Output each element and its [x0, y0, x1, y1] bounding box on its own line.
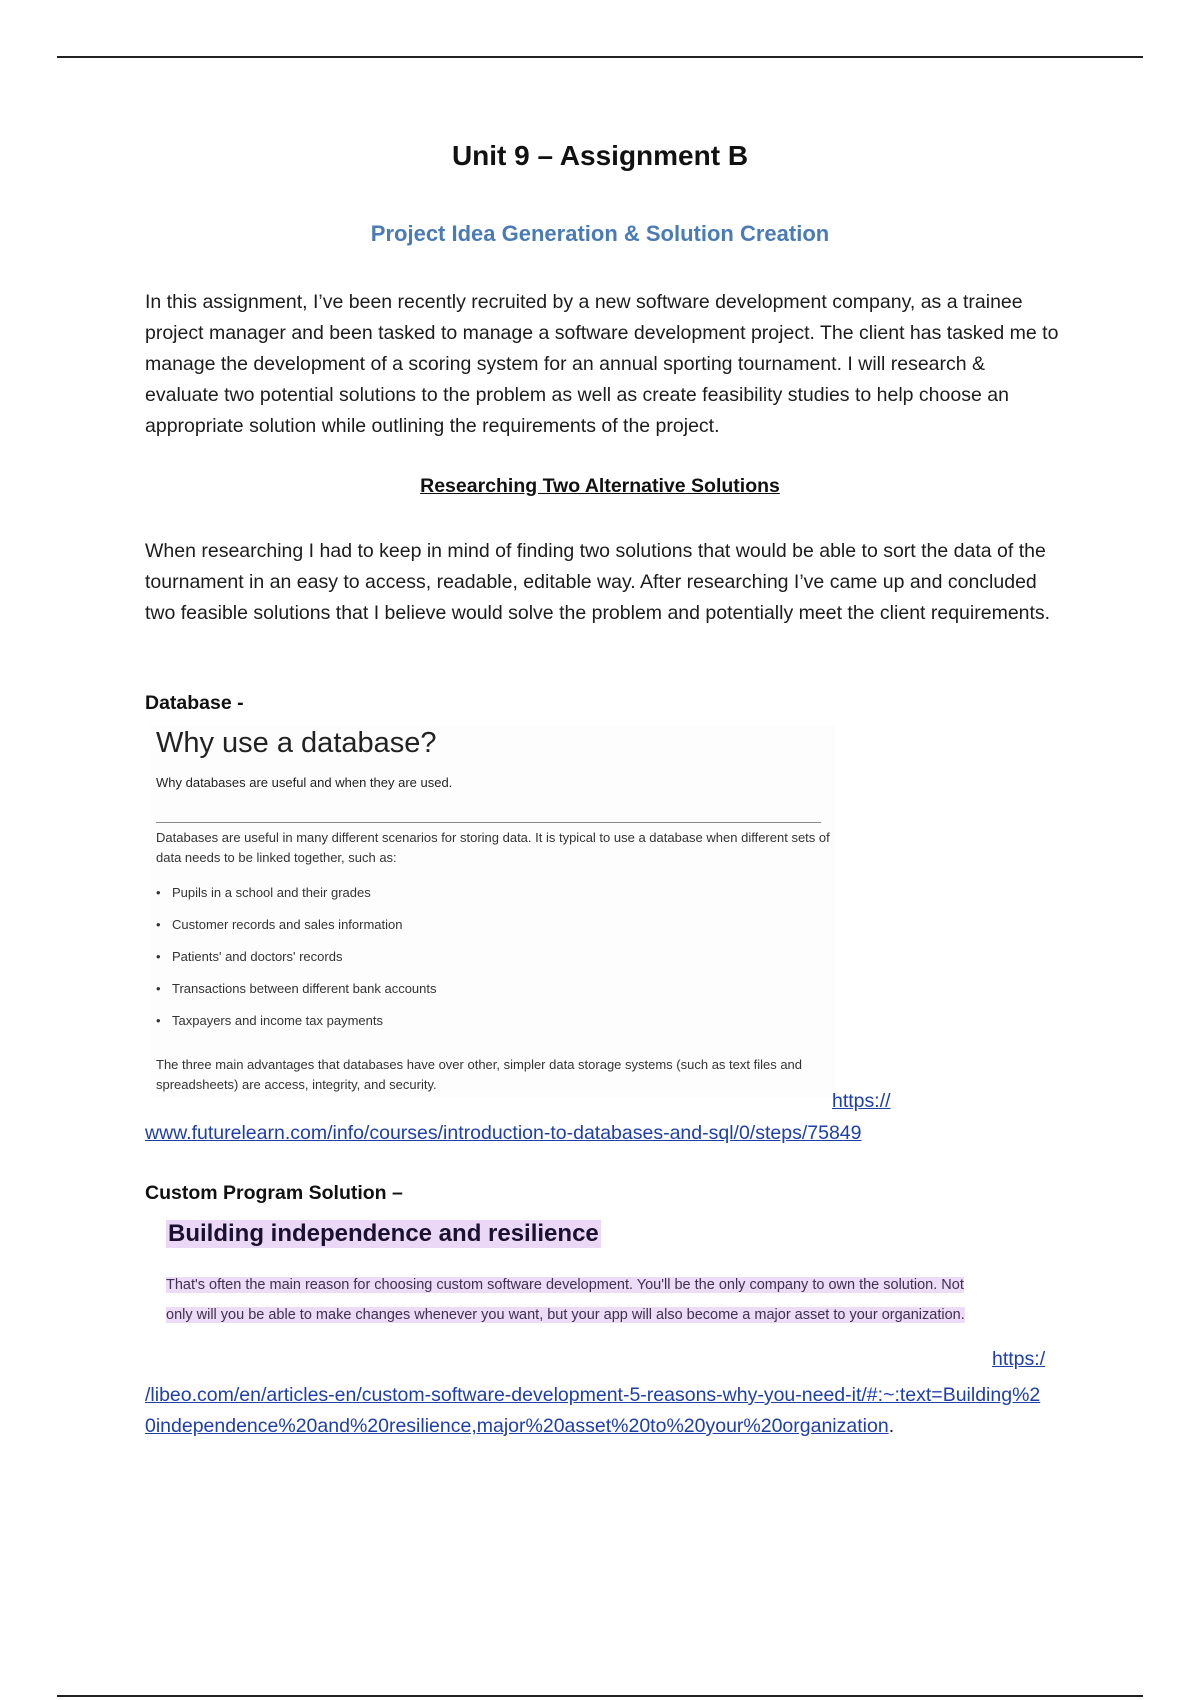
top-rule: [57, 56, 1143, 58]
bullet-icon: •: [156, 917, 161, 932]
database-label: Database -: [145, 692, 244, 714]
custom-source-link-wrapper: [145, 1380, 1045, 1442]
database-screenshot-heading: Why use a database?: [156, 727, 437, 759]
link-trailing-period: .: [888, 1415, 895, 1437]
custom-screenshot-body: That's often the main reason for choosing custom software development. You'll be the only company to own the solution. Not only will you be able to make changes whenever you want, but your app will also become a major asset to your organization.: [166, 1277, 965, 1323]
list-item: • Patients' and doctors' records: [156, 947, 437, 979]
page-title: Unit 9 – Assignment B: [451, 140, 749, 171]
intro-paragraph: In this assignment, I’ve been recently recruited by a new software development company, as a trainee project manager and been tasked to manage a software development project. The client has tasked me to manage the development of a scoring system for an annual sporting tournament. I will research & evaluate two potential solutions to the problem as well as create feasibility studies to help choose an appropriate solution while outlining the requirements of the project.: [145, 291, 1059, 437]
custom-screenshot-heading: Building independence and resilience: [168, 1220, 599, 1247]
list-item: • Taxpayers and income tax payments: [156, 1011, 437, 1043]
database-screenshot-divider: [156, 822, 821, 823]
bullet-icon: •: [156, 885, 161, 900]
list-item: • Customer records and sales information: [156, 915, 437, 947]
research-paragraph: When researching I had to keep in mind of finding two solutions that would be able to sort the data of the tournament in an easy to access, readable, editable way. After researching I’ve came up and concluded two feasible solutions that I believe would solve the problem and potentially meet the client requirements.: [145, 540, 1051, 624]
database-screenshot: [150, 725, 835, 1097]
database-screenshot-outro: The three main advantages that databases have over other, simpler data storage systems (such as text files and spreadsheets) are access, integrity, and security.: [156, 1057, 803, 1092]
database-screenshot-intro: Databases are useful in many different scenarios for storing data. It is typical to use a database when different sets of data needs to be linked together, such as:: [156, 830, 830, 865]
bullet-icon: •: [156, 949, 161, 964]
bottom-rule: [57, 1695, 1143, 1697]
list-item: • Pupils in a school and their grades: [156, 883, 437, 915]
database-source-link-start[interactable]: https://: [832, 1090, 891, 1112]
custom-source-link-start[interactable]: https:/: [992, 1348, 1046, 1370]
database-screenshot-subheading: Why databases are useful and when they are used.: [156, 775, 453, 790]
bullet-icon: •: [156, 981, 161, 996]
bullet-icon: •: [156, 1013, 161, 1028]
page-subtitle: Project Idea Generation & Solution Creation: [370, 221, 830, 246]
database-screenshot-list: [156, 883, 437, 1043]
database-source-link[interactable]: www.futurelearn.com/info/courses/introduction-to-databases-and-sql/0/steps/75849: [145, 1122, 862, 1144]
list-item: • Transactions between different bank accounts: [156, 979, 437, 1011]
custom-program-label: Custom Program Solution –: [145, 1182, 403, 1204]
custom-source-link[interactable]: /libeo.com/en/articles-en/custom-software-development-5-reasons-why-you-need-it/#:~:text=Building%20independence%20and%20resilience,major%20asset%20to%20your%20organization: [145, 1384, 1041, 1437]
section-heading: Researching Two Alternative Solutions: [420, 475, 780, 497]
custom-program-screenshot: [160, 1212, 970, 1352]
